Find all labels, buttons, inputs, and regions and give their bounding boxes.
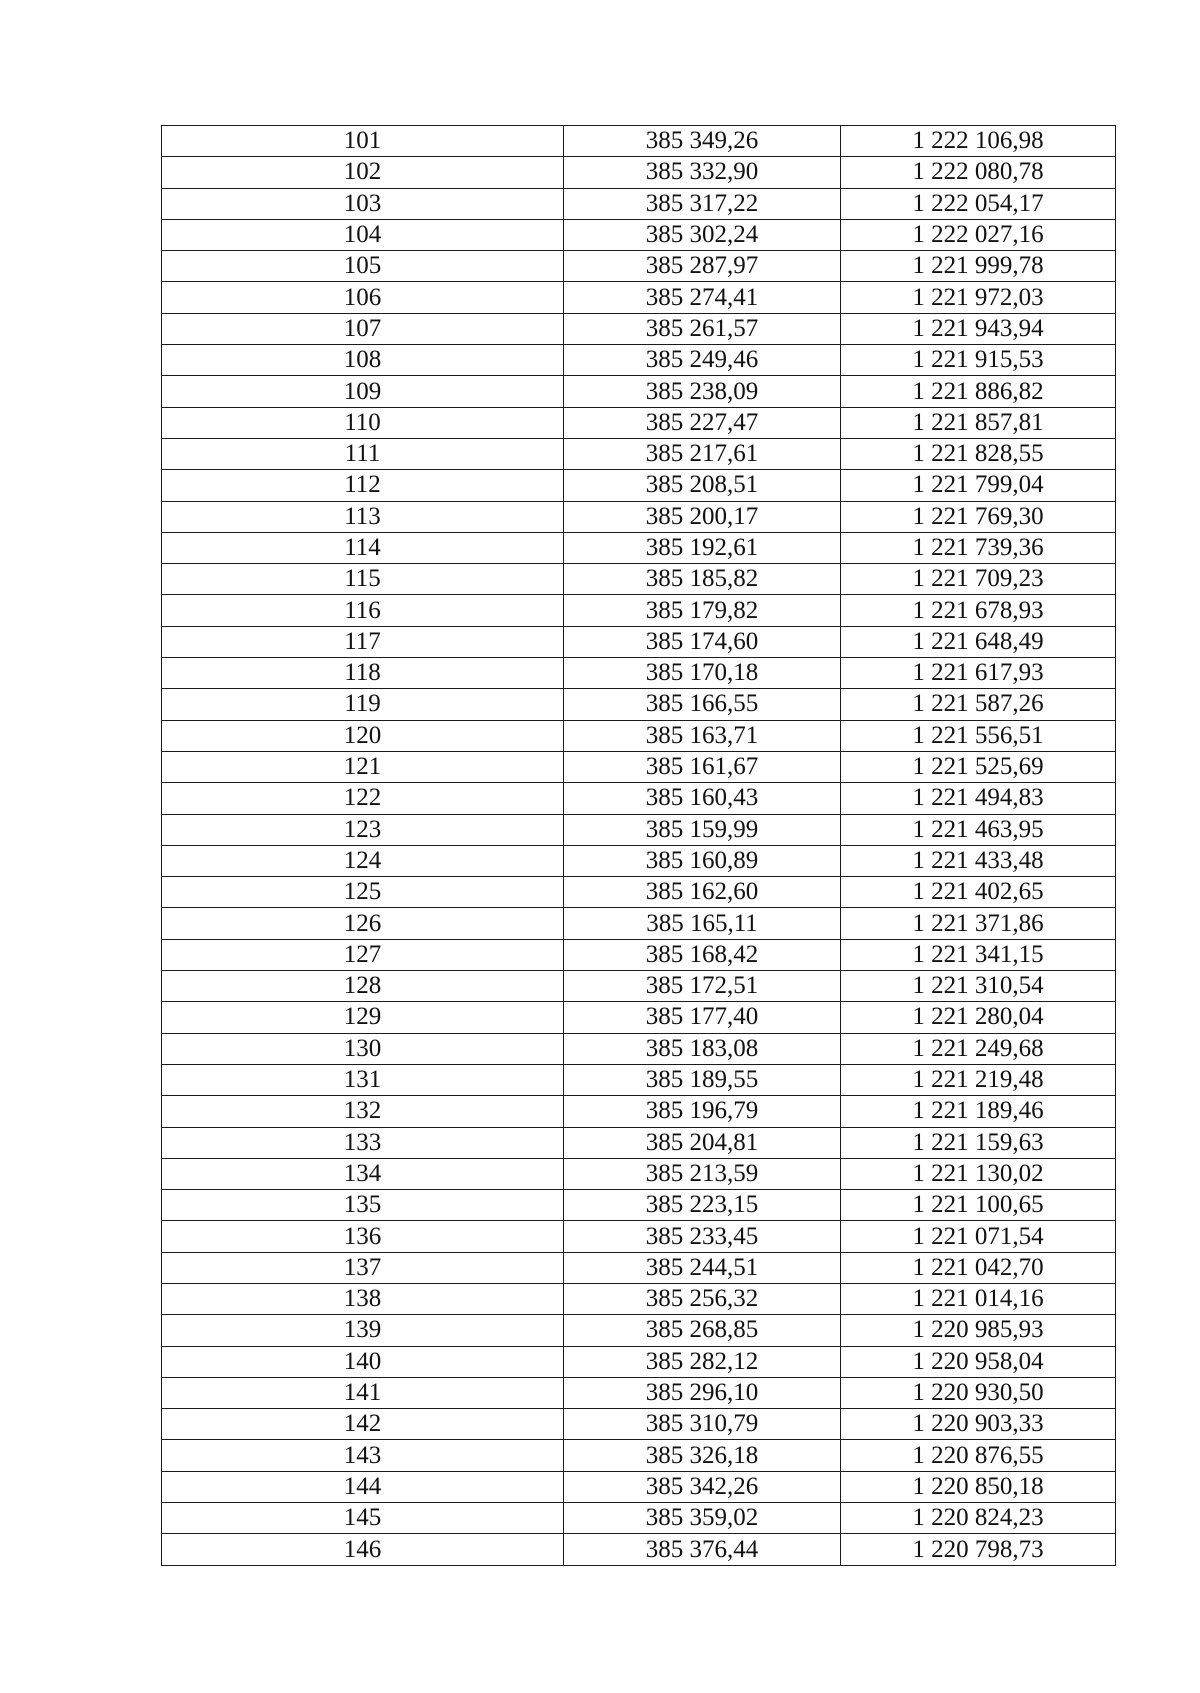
x-coordinate-cell: 385 174,60: [564, 626, 841, 657]
point-number-cell: 118: [162, 658, 564, 689]
table-row: [162, 1002, 1116, 1033]
point-number-cell: 106: [162, 282, 564, 313]
y-coordinate-cell: 1 221 857,81: [841, 407, 1116, 438]
y-coordinate-cell: 1 222 054,17: [841, 188, 1116, 219]
table-row: [162, 407, 1116, 438]
table-row: [162, 282, 1116, 313]
point-number-cell: 130: [162, 1033, 564, 1064]
point-number-cell: 109: [162, 376, 564, 407]
x-coordinate-cell: 385 238,09: [564, 376, 841, 407]
x-coordinate-cell: 385 233,45: [564, 1221, 841, 1252]
x-coordinate-cell: 385 359,02: [564, 1503, 841, 1534]
y-coordinate-cell: 1 221 617,93: [841, 658, 1116, 689]
y-coordinate-cell: 1 221 371,86: [841, 908, 1116, 939]
x-coordinate-cell: 385 342,26: [564, 1471, 841, 1502]
table-row: [162, 1221, 1116, 1252]
point-number-cell: 103: [162, 188, 564, 219]
point-number-cell: 112: [162, 470, 564, 501]
y-coordinate-cell: 1 221 310,54: [841, 971, 1116, 1002]
x-coordinate-cell: 385 177,40: [564, 1002, 841, 1033]
point-number-cell: 116: [162, 595, 564, 626]
y-coordinate-cell: 1 221 159,63: [841, 1127, 1116, 1158]
y-coordinate-cell: 1 220 850,18: [841, 1471, 1116, 1502]
x-coordinate-cell: 385 376,44: [564, 1534, 841, 1565]
x-coordinate-cell: 385 244,51: [564, 1252, 841, 1283]
y-coordinate-cell: 1 222 106,98: [841, 126, 1116, 157]
y-coordinate-cell: 1 220 798,73: [841, 1534, 1116, 1565]
point-number-cell: 134: [162, 1158, 564, 1189]
x-coordinate-cell: 385 274,41: [564, 282, 841, 313]
table-row: [162, 751, 1116, 782]
y-coordinate-cell: 1 221 886,82: [841, 376, 1116, 407]
y-coordinate-cell: 1 221 709,23: [841, 564, 1116, 595]
y-coordinate-cell: 1 221 972,03: [841, 282, 1116, 313]
y-coordinate-cell: 1 222 027,16: [841, 219, 1116, 250]
table-row: [162, 939, 1116, 970]
point-number-cell: 119: [162, 689, 564, 720]
y-coordinate-cell: 1 221 525,69: [841, 751, 1116, 782]
table-row: [162, 1503, 1116, 1534]
x-coordinate-cell: 385 160,43: [564, 783, 841, 814]
x-coordinate-cell: 385 183,08: [564, 1033, 841, 1064]
y-coordinate-cell: 1 221 494,83: [841, 783, 1116, 814]
y-coordinate-cell: 1 220 958,04: [841, 1346, 1116, 1377]
table-row: [162, 1033, 1116, 1064]
point-number-cell: 108: [162, 345, 564, 376]
point-number-cell: 126: [162, 908, 564, 939]
table-row: [162, 188, 1116, 219]
x-coordinate-cell: 385 208,51: [564, 470, 841, 501]
x-coordinate-cell: 385 165,11: [564, 908, 841, 939]
x-coordinate-cell: 385 204,81: [564, 1127, 841, 1158]
table-row: [162, 501, 1116, 532]
table-row: [162, 438, 1116, 469]
table-row: [162, 1190, 1116, 1221]
y-coordinate-cell: 1 220 824,23: [841, 1503, 1116, 1534]
point-number-cell: 102: [162, 157, 564, 188]
point-number-cell: 105: [162, 251, 564, 282]
point-number-cell: 129: [162, 1002, 564, 1033]
x-coordinate-cell: 385 168,42: [564, 939, 841, 970]
point-number-cell: 131: [162, 1064, 564, 1095]
table-row: [162, 845, 1116, 876]
y-coordinate-cell: 1 221 943,94: [841, 313, 1116, 344]
x-coordinate-cell: 385 179,82: [564, 595, 841, 626]
x-coordinate-cell: 385 349,26: [564, 126, 841, 157]
x-coordinate-cell: 385 192,61: [564, 532, 841, 563]
point-number-cell: 120: [162, 720, 564, 751]
point-number-cell: 111: [162, 438, 564, 469]
point-number-cell: 107: [162, 313, 564, 344]
table-row: [162, 1471, 1116, 1502]
x-coordinate-cell: 385 302,24: [564, 219, 841, 250]
point-number-cell: 133: [162, 1127, 564, 1158]
point-number-cell: 128: [162, 971, 564, 1002]
x-coordinate-cell: 385 261,57: [564, 313, 841, 344]
table-row: [162, 1127, 1116, 1158]
table-row: [162, 126, 1116, 157]
x-coordinate-cell: 385 161,67: [564, 751, 841, 782]
x-coordinate-cell: 385 200,17: [564, 501, 841, 532]
x-coordinate-cell: 385 162,60: [564, 877, 841, 908]
table-row: [162, 1096, 1116, 1127]
y-coordinate-cell: 1 221 341,15: [841, 939, 1116, 970]
x-coordinate-cell: 385 310,79: [564, 1409, 841, 1440]
point-number-cell: 132: [162, 1096, 564, 1127]
y-coordinate-cell: 1 221 799,04: [841, 470, 1116, 501]
y-coordinate-cell: 1 221 042,70: [841, 1252, 1116, 1283]
table-row: [162, 564, 1116, 595]
y-coordinate-cell: 1 221 648,49: [841, 626, 1116, 657]
point-number-cell: 115: [162, 564, 564, 595]
point-number-cell: 122: [162, 783, 564, 814]
point-number-cell: 101: [162, 126, 564, 157]
table-row: [162, 157, 1116, 188]
y-coordinate-cell: 1 221 249,68: [841, 1033, 1116, 1064]
x-coordinate-cell: 385 296,10: [564, 1377, 841, 1408]
point-number-cell: 124: [162, 845, 564, 876]
y-coordinate-cell: 1 221 433,48: [841, 845, 1116, 876]
y-coordinate-cell: 1 221 280,04: [841, 1002, 1116, 1033]
table-row: [162, 313, 1116, 344]
x-coordinate-cell: 385 170,18: [564, 658, 841, 689]
y-coordinate-cell: 1 221 769,30: [841, 501, 1116, 532]
table-row: [162, 877, 1116, 908]
y-coordinate-cell: 1 221 587,26: [841, 689, 1116, 720]
table-row: [162, 658, 1116, 689]
point-number-cell: 137: [162, 1252, 564, 1283]
y-coordinate-cell: 1 220 903,33: [841, 1409, 1116, 1440]
x-coordinate-cell: 385 287,97: [564, 251, 841, 282]
table-row: [162, 376, 1116, 407]
point-number-cell: 135: [162, 1190, 564, 1221]
table-row: [162, 626, 1116, 657]
x-coordinate-cell: 385 166,55: [564, 689, 841, 720]
table-row: [162, 783, 1116, 814]
x-coordinate-cell: 385 163,71: [564, 720, 841, 751]
table-row: [162, 219, 1116, 250]
x-coordinate-cell: 385 185,82: [564, 564, 841, 595]
x-coordinate-cell: 385 227,47: [564, 407, 841, 438]
coordinates-table-body: [162, 126, 1116, 1566]
point-number-cell: 145: [162, 1503, 564, 1534]
y-coordinate-cell: 1 221 915,53: [841, 345, 1116, 376]
point-number-cell: 117: [162, 626, 564, 657]
y-coordinate-cell: 1 221 678,93: [841, 595, 1116, 626]
y-coordinate-cell: 1 221 739,36: [841, 532, 1116, 563]
table-row: [162, 1315, 1116, 1346]
point-number-cell: 123: [162, 814, 564, 845]
point-number-cell: 136: [162, 1221, 564, 1252]
x-coordinate-cell: 385 249,46: [564, 345, 841, 376]
y-coordinate-cell: 1 221 556,51: [841, 720, 1116, 751]
x-coordinate-cell: 385 282,12: [564, 1346, 841, 1377]
x-coordinate-cell: 385 217,61: [564, 438, 841, 469]
y-coordinate-cell: 1 221 189,46: [841, 1096, 1116, 1127]
table-row: [162, 1346, 1116, 1377]
point-number-cell: 143: [162, 1440, 564, 1471]
x-coordinate-cell: 385 159,99: [564, 814, 841, 845]
table-row: [162, 720, 1116, 751]
y-coordinate-cell: 1 221 463,95: [841, 814, 1116, 845]
coordinates-table: [161, 125, 1116, 1566]
point-number-cell: 114: [162, 532, 564, 563]
table-row: [162, 1064, 1116, 1095]
y-coordinate-cell: 1 221 014,16: [841, 1283, 1116, 1314]
y-coordinate-cell: 1 221 130,02: [841, 1158, 1116, 1189]
x-coordinate-cell: 385 256,32: [564, 1283, 841, 1314]
x-coordinate-cell: 385 317,22: [564, 188, 841, 219]
x-coordinate-cell: 385 268,85: [564, 1315, 841, 1346]
table-row: [162, 1409, 1116, 1440]
table-row: [162, 1252, 1116, 1283]
y-coordinate-cell: 1 221 828,55: [841, 438, 1116, 469]
x-coordinate-cell: 385 196,79: [564, 1096, 841, 1127]
point-number-cell: 121: [162, 751, 564, 782]
y-coordinate-cell: 1 222 080,78: [841, 157, 1116, 188]
point-number-cell: 127: [162, 939, 564, 970]
table-row: [162, 1377, 1116, 1408]
x-coordinate-cell: 385 213,59: [564, 1158, 841, 1189]
table-row: [162, 345, 1116, 376]
x-coordinate-cell: 385 326,18: [564, 1440, 841, 1471]
point-number-cell: 139: [162, 1315, 564, 1346]
y-coordinate-cell: 1 221 219,48: [841, 1064, 1116, 1095]
point-number-cell: 110: [162, 407, 564, 438]
point-number-cell: 141: [162, 1377, 564, 1408]
y-coordinate-cell: 1 220 930,50: [841, 1377, 1116, 1408]
point-number-cell: 144: [162, 1471, 564, 1502]
point-number-cell: 138: [162, 1283, 564, 1314]
table-row: [162, 1534, 1116, 1565]
point-number-cell: 140: [162, 1346, 564, 1377]
y-coordinate-cell: 1 221 100,65: [841, 1190, 1116, 1221]
y-coordinate-cell: 1 221 402,65: [841, 877, 1116, 908]
x-coordinate-cell: 385 332,90: [564, 157, 841, 188]
table-row: [162, 908, 1116, 939]
point-number-cell: 142: [162, 1409, 564, 1440]
table-row: [162, 532, 1116, 563]
table-row: [162, 470, 1116, 501]
table-row: [162, 1283, 1116, 1314]
x-coordinate-cell: 385 189,55: [564, 1064, 841, 1095]
table-row: [162, 1440, 1116, 1471]
y-coordinate-cell: 1 220 876,55: [841, 1440, 1116, 1471]
x-coordinate-cell: 385 160,89: [564, 845, 841, 876]
point-number-cell: 113: [162, 501, 564, 532]
point-number-cell: 146: [162, 1534, 564, 1565]
table-row: [162, 1158, 1116, 1189]
x-coordinate-cell: 385 172,51: [564, 971, 841, 1002]
y-coordinate-cell: 1 221 999,78: [841, 251, 1116, 282]
table-row: [162, 971, 1116, 1002]
x-coordinate-cell: 385 223,15: [564, 1190, 841, 1221]
y-coordinate-cell: 1 221 071,54: [841, 1221, 1116, 1252]
point-number-cell: 104: [162, 219, 564, 250]
table-row: [162, 595, 1116, 626]
point-number-cell: 125: [162, 877, 564, 908]
y-coordinate-cell: 1 220 985,93: [841, 1315, 1116, 1346]
table-row: [162, 689, 1116, 720]
table-row: [162, 251, 1116, 282]
table-row: [162, 814, 1116, 845]
